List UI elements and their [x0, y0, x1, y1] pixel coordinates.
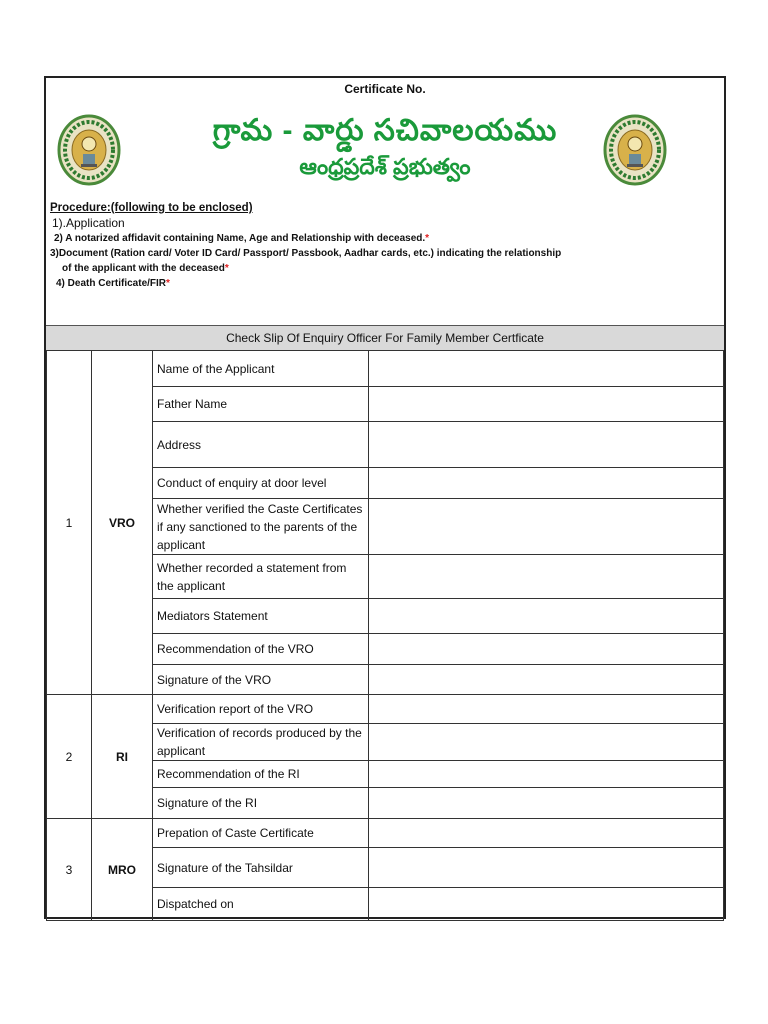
check-item-value[interactable] [369, 724, 724, 761]
check-item-label: Whether verified the Caste Certificates if any sanctioned to the parents of the applicant [153, 499, 369, 555]
check-item-value[interactable] [369, 761, 724, 788]
check-slip-form [44, 76, 726, 919]
required-mark: * [224, 263, 229, 274]
table-row [47, 351, 724, 387]
check-item-value[interactable] [369, 468, 724, 499]
check-item-label: Recommendation of the VRO [153, 634, 369, 665]
section-number: 3 [47, 819, 92, 921]
check-item-value[interactable] [369, 599, 724, 634]
check-item-value[interactable] [369, 351, 724, 387]
procedure-item [50, 276, 720, 291]
procedure-item-text: 4) Death Certificate/FIR [56, 278, 167, 289]
officer-label: MRO [92, 819, 153, 921]
check-item-value[interactable] [369, 695, 724, 724]
check-item-value[interactable] [369, 634, 724, 665]
check-item-label: Name of the Applicant [153, 351, 369, 387]
check-item-label: Verification report of the VRO [153, 695, 369, 724]
table-row [47, 819, 724, 848]
check-item-label: Signature of the Tahsildar [153, 848, 369, 888]
check-item-label: Dispatched on [153, 888, 369, 921]
form-header [46, 78, 724, 326]
check-item-value[interactable] [369, 665, 724, 695]
table-row [47, 695, 724, 724]
section-number: 1 [47, 351, 92, 695]
check-item-label: Signature of the VRO [153, 665, 369, 695]
check-item-label: Verification of records produced by the applicant [153, 724, 369, 761]
required-mark: * [166, 278, 170, 289]
section-number: 2 [47, 695, 92, 819]
table-title: Check Slip Of Enquiry Officer For Family Member Certficate [46, 325, 724, 351]
check-item-value[interactable] [369, 555, 724, 599]
check-item-label: Prepation of Caste Certificate [153, 819, 369, 848]
procedure-item-text: 1).Application [52, 216, 125, 230]
check-item-value[interactable] [369, 848, 724, 888]
procedure-heading: Procedure:(following to be enclosed) [50, 202, 253, 214]
check-item-label: Conduct of enquiry at door level [153, 468, 369, 499]
procedure-item [50, 246, 720, 261]
enquiry-check-table [46, 350, 724, 921]
procedure-item [50, 261, 720, 276]
required-mark: * [425, 233, 430, 244]
check-item-value[interactable] [369, 819, 724, 848]
check-item-value[interactable] [369, 788, 724, 819]
check-item-value[interactable] [369, 499, 724, 555]
procedure-section [50, 201, 720, 291]
procedure-item-text: 3)Document (Ration card/ Voter ID Card/ Passport/ Passbook, Aadhar cards, etc.) indicating the relationship [50, 248, 562, 259]
officer-label: RI [92, 695, 153, 819]
secretariat-title: గ్రామ - వార్డు సచివాలయము [212, 114, 558, 147]
procedure-item-text: 2) A notarized affidavit containing Name, Age and Relationship with deceased. [54, 233, 426, 244]
certificate-number-label: Certificate No. [344, 82, 426, 96]
procedure-item [50, 231, 720, 246]
check-item-label: Mediators Statement [153, 599, 369, 634]
procedure-item [50, 216, 720, 231]
check-item-value[interactable] [369, 387, 724, 422]
check-item-label: Address [153, 422, 369, 468]
check-item-label: Recommendation of the RI [153, 761, 369, 788]
officer-label: VRO [92, 351, 153, 695]
procedure-item-text: of the applicant with the deceased [62, 263, 225, 274]
check-item-label: Signature of the RI [153, 788, 369, 819]
check-item-value[interactable] [369, 888, 724, 921]
check-item-label: Father Name [153, 387, 369, 422]
government-subtitle: ఆంధ్రప్రదేశ్ ప్రభుత్వం [299, 154, 471, 179]
check-item-value[interactable] [369, 422, 724, 468]
check-item-label: Whether recorded a statement from the applicant [153, 555, 369, 599]
